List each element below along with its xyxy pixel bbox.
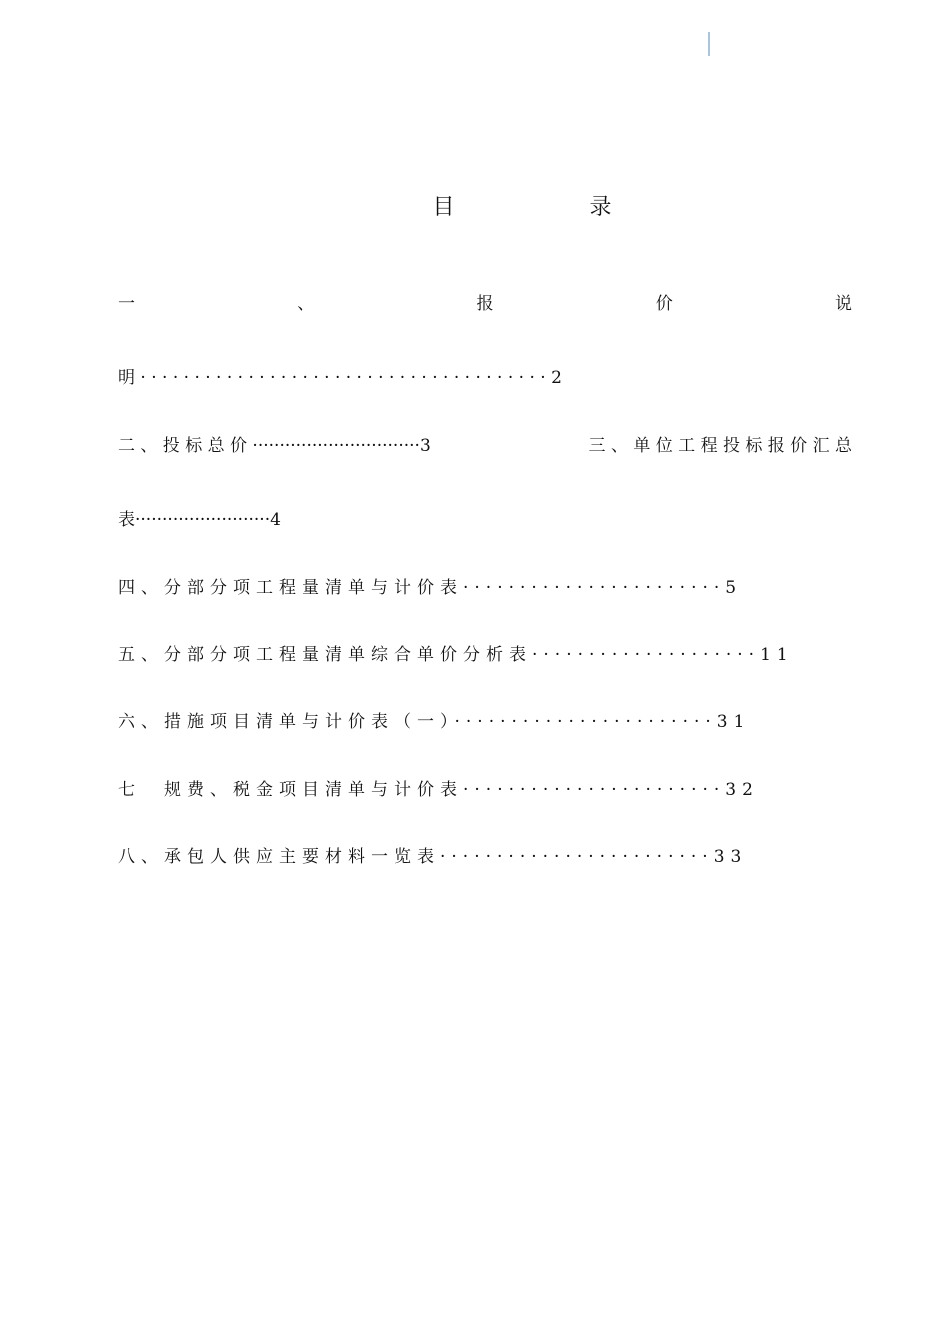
toc-item-6[interactable]: 六、措施项目清单与计价表（一）·······················31	[118, 712, 751, 732]
toc-char: 一	[118, 294, 135, 314]
text-cursor-mark	[708, 32, 710, 56]
toc-item-2[interactable]: 二 、 投 标 总 价 ·······························3	[118, 436, 431, 456]
toc-char: 、	[297, 294, 315, 314]
toc-item-8[interactable]: 八、承包人供应主要材料一览表························33	[118, 847, 748, 867]
toc-char: 报	[476, 294, 494, 314]
toc-item-2-row[interactable]	[118, 434, 852, 458]
toc-item-7[interactable]: 七 规费、税金项目清单与计价表·······················32	[118, 780, 759, 800]
toc-char: 价	[655, 294, 673, 314]
page-title: 目 录	[432, 195, 676, 220]
toc-item-4[interactable]: 四、分部分项工程量清单与计价表·······················5	[118, 578, 743, 598]
toc-char: 说	[835, 294, 852, 314]
toc-item-3-line-2[interactable]: 表·························4	[118, 510, 281, 530]
toc-item-5[interactable]: 五、分部分项工程量清单综合单价分析表····················11	[118, 645, 794, 665]
toc-item-1-line-2[interactable]: 明 · · · · · · · · · · · · · · · · · · · · · · · · · · · · · · · · · · · · · · 2	[118, 368, 562, 388]
toc-item-3-line-1[interactable]: 三 、 单 位 工 程 投 标 报 价 汇 总	[588, 436, 852, 456]
toc-item-1-line-1[interactable]	[118, 292, 852, 316]
